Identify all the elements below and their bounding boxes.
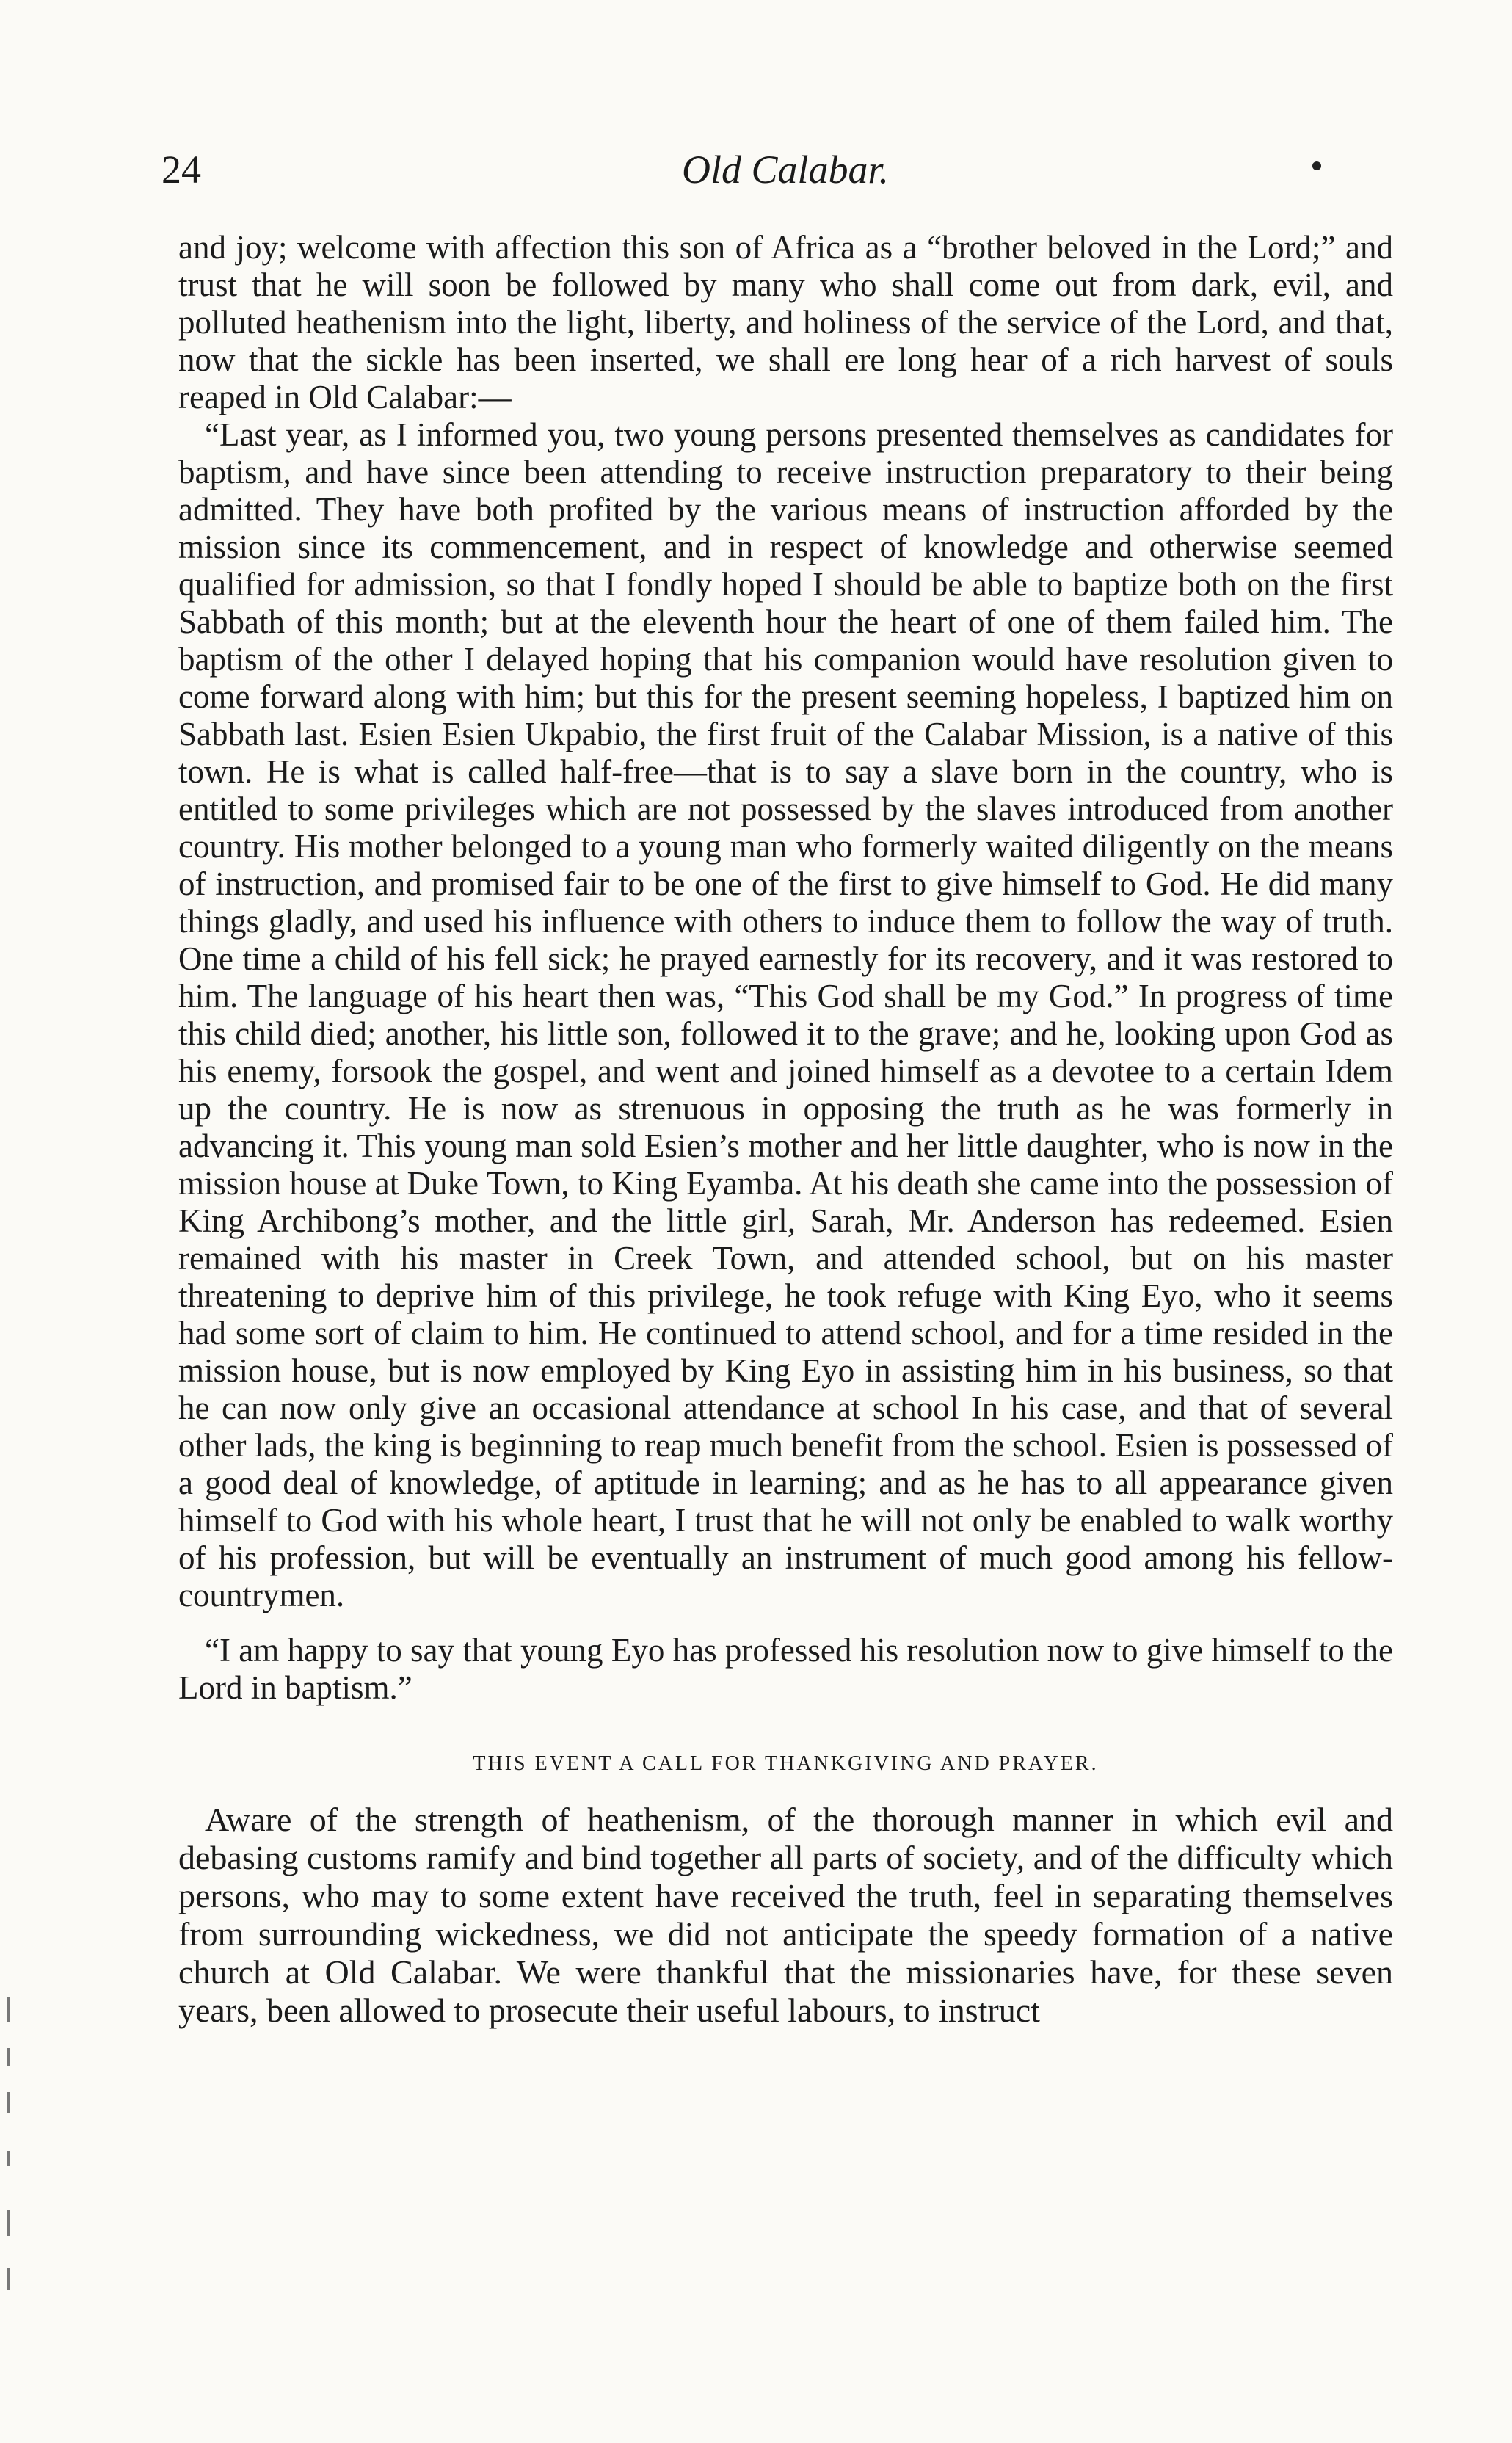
running-title: Old Calabar. [681, 148, 890, 192]
page-body [178, 229, 1393, 2030]
margin-mark [7, 2151, 10, 2166]
body-paragraph-3: “I am happy to say that young Eyo has professed his resolution now to give himself to the Lord in baptism.” [178, 1632, 1393, 1706]
margin-mark [7, 1997, 10, 2022]
margin-mark [7, 2092, 10, 2113]
left-margin-marks [0, 1997, 22, 2305]
section-heading: THIS EVENT A CALL FOR THANKGIVING AND PRAYER. [473, 1752, 1099, 1775]
margin-mark [7, 2048, 10, 2066]
page-header [161, 147, 1409, 206]
margin-mark [7, 2210, 10, 2236]
body-paragraph-1: and joy; welcome with affection this son of Africa as a “brother beloved in the Lord;” and trust that he will soon be followed by many who shall come out from dark, evil, and polluted heathenism into the light, liberty, and holiness of the service of the Lord, and that, now that the sickle has been inserted, we shall ere long hear of a rich harvest of souls reaped in Old Calabar:— [178, 229, 1393, 415]
print-dot-mark [1312, 161, 1321, 170]
body-paragraph-2: “Last year, as I informed you, two young persons presented themselves as candidates for baptism, and have since been attending to receive instruction preparatory to their being admitted. They have both profited by the various means of instruction afforded by the mission since its commencement, and in respect of knowledge and otherwise seemed qualified for admission, so that I fondly hoped I should be able to baptize both on the first Sabbath of this month; but at the eleventh hour the heart of one of them failed him. The baptism of the other I delayed hoping that his companion would have resolution given to come forward along with him; but this for the present seeming hopeless, I baptized him on Sabbath last. Esien Esien Ukpabio, the first fruit of the Calabar Mission, is a native of this town. He is what is called half-free—that is to say a slave born in the country, who is entitled to some privileges which are not possessed by the slaves introduced from another country. His mother belonged to a young man who formerly waited diligently on the means of instruction, and promised fair to be one of the first to give himself to God. He did many things gladly, and used his influence with others to induce them to follow the way of truth. One time a child of his fell sick; he prayed earnestly for its recovery, and it was restored to him. The language of his heart then was, “This God shall be my God.” In progress of time this child died; another, his little son, followed it to the grave; and he, looking upon God as his enemy, forsook the gospel, and went and joined himself as a devotee to a certain Idem up the country. He is now as strenuous in opposing the truth as he was formerly in advancing it. This young man sold Esien’s mother and her little daughter, who is now in the mission house at Duke Town, to King Eyamba. At his death she came into the possession of King Archibong’s mother, and the little girl, Sarah, Mr. Anderson has redeemed. Esien remained with his master in Creek Town, and attended school, but on his master threatening to deprive him of this privilege, he took refuge with King Eyo, who it seems had some sort of claim to him. He continued to attend school, and for a time resided in the mission house, but is now employed by King Eyo in assisting him in his business, so that he can now only give an occasional attendance at school In his case, and that of several other lads, the king is beginning to reap much benefit from the school. Esien is possessed of a good deal of knowledge, of aptitude in learning; and as he has to all appearance given himself to God with his whole heart, I trust that he will not only be enabled to walk worthy of his profession, but will be eventually an instrument of much good among his fellow-countrymen. [178, 416, 1393, 1613]
page-number: 24 [161, 148, 201, 192]
section-paragraph: Aware of the strength of heathenism, of the thorough manner in which evil and debasing customs ramify and bind together all parts of society, and of the difficulty which persons, who may to some extent have received the truth, feel in separating themselves from surrounding wickedness, we did not anticipate the speedy formation of a native church at Old Calabar. We were thankful that the missionaries have, for these seven years, been allowed to prosecute their useful labours, to instruct [178, 1801, 1393, 2029]
margin-mark [7, 2268, 10, 2290]
